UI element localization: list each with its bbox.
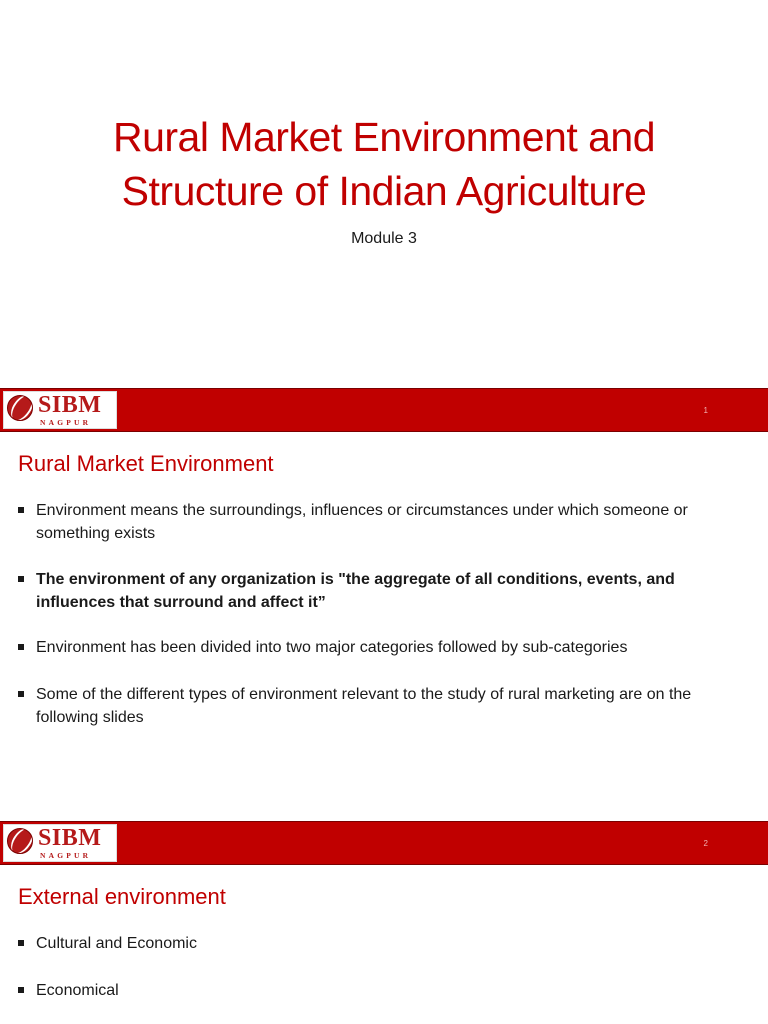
section-heading: External environment (18, 884, 226, 909)
logo-brand: SIBM (38, 825, 102, 851)
main-title-line-1: Rural Market Environment and (112, 114, 656, 160)
title-slide (0, 0, 768, 388)
list-item: Economical (18, 979, 748, 1002)
globe-icon (7, 395, 33, 421)
subtitle: Module 3 (351, 230, 417, 247)
logo-city: NAGPUR (40, 851, 92, 860)
main-title (0, 110, 768, 218)
list-item: The environment of any organization is "the aggregate of all conditions, events, and influences that surround and affect it” (18, 568, 748, 614)
list-item: Environment has been divided into two major categories followed by sub-categories (18, 636, 748, 659)
list-item: Cultural and Economic (18, 932, 748, 955)
section-heading: Rural Market Environment (18, 451, 274, 476)
list-item: Some of the different types of environment relevant to the study of rural marketing are on the following slides (18, 683, 748, 729)
logo-brand: SIBM (38, 392, 102, 418)
sibm-logo (3, 391, 117, 429)
slide-2-header-bar (0, 821, 768, 865)
page-number: 1 (703, 406, 708, 415)
page-number: 2 (703, 839, 708, 848)
sibm-logo (3, 824, 117, 862)
slide-1-header-bar (0, 388, 768, 432)
bullet-list (18, 932, 748, 1002)
list-item: Environment means the surroundings, influences or circumstances under which someone or something exists (18, 499, 748, 545)
main-title-line-2: Structure of Indian Agriculture (121, 168, 647, 214)
bullet-list (18, 499, 748, 729)
logo-city: NAGPUR (40, 418, 92, 427)
globe-icon (7, 828, 33, 854)
